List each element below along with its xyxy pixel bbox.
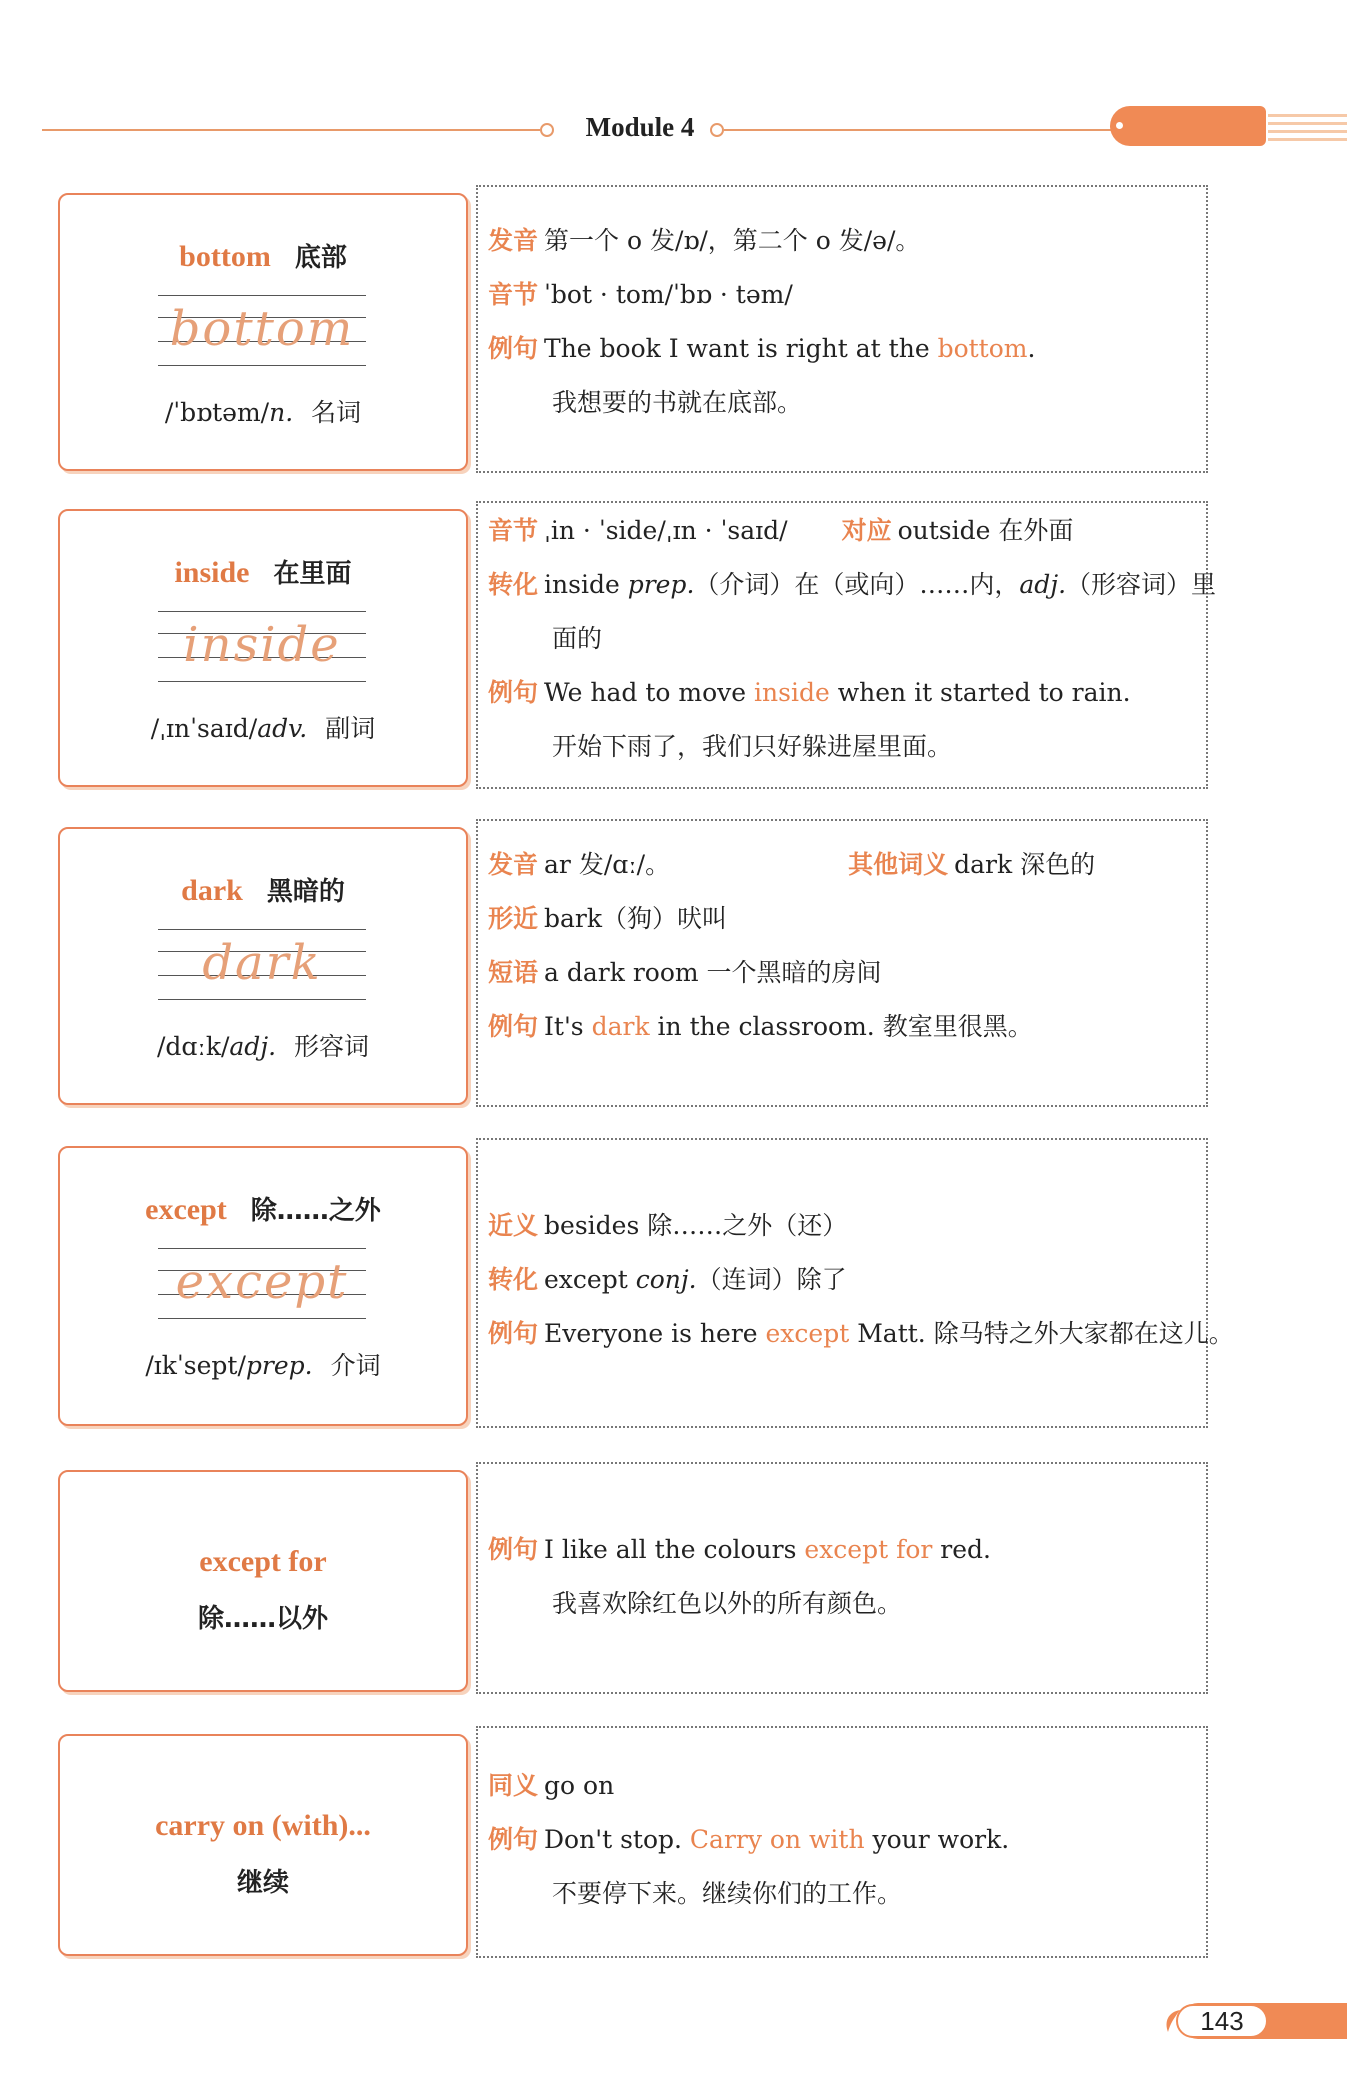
word-english: dark: [181, 874, 243, 907]
note-label: 同义: [488, 1771, 539, 1800]
note-line: [488, 1534, 991, 1566]
part-of-speech-abbr: n.: [269, 398, 294, 427]
note-card: [476, 501, 1217, 789]
header-stripe: [1268, 114, 1347, 117]
word-meaning: 除……以外: [197, 1604, 328, 1634]
word-card: [58, 1470, 468, 1692]
note-card: [476, 819, 1208, 1107]
note-label: 其他词义: [848, 850, 949, 879]
note-line: [488, 903, 727, 935]
note-label: 例句: [488, 1012, 539, 1041]
note-line: [488, 1264, 847, 1296]
note-label: 发音: [488, 226, 539, 255]
note-line: [488, 849, 1095, 881]
note-line: [488, 1210, 847, 1242]
highlighted-word: inside: [754, 678, 830, 707]
note-text: （连词）除了: [696, 1265, 847, 1294]
note-line: [488, 957, 882, 989]
rule-line: [158, 365, 366, 366]
word-heading: [60, 237, 466, 274]
note-card: [476, 1138, 1234, 1428]
rule-line: [158, 295, 366, 296]
header-tab-dot: [1116, 122, 1123, 129]
note-label: 对应: [841, 516, 892, 545]
word-card: [58, 1734, 468, 1956]
handwriting-lines: [158, 1248, 366, 1318]
page-title: Module 4: [585, 112, 695, 142]
note-text: Don't stop.: [544, 1825, 690, 1854]
note-text: when it started to rain.: [829, 678, 1131, 707]
word-english: except for: [199, 1545, 327, 1578]
note-line: [488, 333, 1035, 365]
highlighted-word: bottom: [937, 334, 1028, 363]
word-english: except: [145, 1193, 227, 1226]
note-line: [488, 279, 793, 311]
word-card: [58, 1146, 468, 1426]
note-text: We had to move: [544, 678, 755, 707]
word-card: [58, 193, 468, 471]
note-line: [488, 677, 1131, 709]
word-meaning: 继续: [236, 1868, 289, 1898]
translation: 开始下雨了，我们只好躲进屋里面。: [552, 732, 953, 761]
note-text: a dark room 一个黑暗的房间: [544, 958, 882, 987]
word-heading: [60, 1798, 466, 1911]
note-line: [488, 225, 920, 257]
note-label: 音节: [488, 280, 539, 309]
rule-line: [158, 999, 366, 1000]
phonetic: /dɑːk/: [156, 1032, 230, 1061]
note-text: besides 除……之外（还）: [544, 1211, 848, 1240]
word-phonetic-line: [60, 393, 466, 429]
note-label: 例句: [488, 1825, 539, 1854]
note-text: in the classroom. 教室里很黑。: [649, 1012, 1033, 1041]
word-phonetic-line: [60, 1346, 466, 1382]
note-label: 转化: [488, 570, 539, 599]
note-text: ar 发/ɑː/。: [544, 850, 671, 879]
translation: 我喜欢除红色以外的所有颜色。: [552, 1589, 903, 1618]
highlighted-word: dark: [591, 1012, 650, 1041]
note-line: [488, 623, 602, 655]
handwritten-word: except: [175, 1254, 349, 1310]
note-text: 第一个 o 发/ɒ/，第二个 o 发/ə/。: [544, 226, 921, 255]
phonetic: /ˌɪnˈsaɪd/: [150, 714, 258, 743]
phonetic: /ɪkˈsept/: [145, 1351, 246, 1380]
note-line: [488, 1878, 902, 1910]
rule-line: [158, 1248, 366, 1249]
word-heading: [60, 1534, 466, 1647]
note-text: your work.: [864, 1825, 1010, 1854]
note-label: 例句: [488, 334, 539, 363]
note-text: inside: [544, 570, 628, 599]
handwriting-lines: [158, 929, 366, 999]
header-stripe: [1268, 130, 1347, 133]
note-label: 形近: [488, 904, 539, 933]
word-phonetic-line: [60, 1027, 466, 1063]
note-text: I like all the colours: [544, 1535, 805, 1564]
note-label: 近义: [488, 1211, 539, 1240]
note-text: ˈbot · tom/ˈbɒ · təm/: [544, 280, 793, 309]
header-rule-left-end: [540, 123, 554, 137]
word-meaning: 除……之外: [250, 1196, 381, 1226]
note-card: [476, 1726, 1208, 1958]
note-line: [488, 515, 1073, 547]
note-text: It's: [544, 1012, 592, 1041]
note-line: [488, 1588, 902, 1620]
note-text: ˌin · ˈside/ˌɪn · ˈsaɪd/: [544, 516, 788, 545]
note-line: [488, 387, 802, 419]
word-english: carry on (with)...: [155, 1809, 371, 1842]
note-line: [488, 1318, 1234, 1350]
word-meaning: 底部: [294, 243, 347, 273]
rule-line: [158, 1318, 366, 1319]
note-card: [476, 185, 1208, 473]
part-of-speech-abbr: adj.: [229, 1032, 277, 1061]
note-line: [488, 1770, 614, 1802]
word-card: [58, 827, 468, 1105]
note-text: go on: [544, 1771, 615, 1800]
handwriting-lines: [158, 611, 366, 681]
page-number: 143: [1200, 2006, 1244, 2036]
note-label: 音节: [488, 516, 539, 545]
part-of-speech: 介词: [330, 1351, 381, 1380]
highlighted-word: Carry on with: [689, 1825, 865, 1854]
note-label: 发音: [488, 850, 539, 879]
note-text: .: [1027, 334, 1036, 363]
word-card: [58, 509, 468, 787]
word-english: inside: [174, 556, 250, 589]
note-line: [488, 1824, 1009, 1856]
part-of-speech-abbr: adv.: [257, 714, 308, 743]
translation: 面的: [552, 624, 603, 653]
rule-line: [158, 929, 366, 930]
header-rule-right-start: [710, 123, 724, 137]
note-label: 例句: [488, 1319, 539, 1348]
note-line: [488, 731, 952, 763]
handwritten-word: bottom: [169, 301, 355, 357]
part-of-speech: 形容词: [294, 1032, 370, 1061]
note-text: bark（狗）吠叫: [544, 904, 728, 933]
note-text: （介词）在（或向）……内，: [694, 570, 1020, 599]
part-of-speech-abbr: prep.: [245, 1351, 313, 1380]
pos-abbr: adj.: [1019, 570, 1067, 599]
note-label: 转化: [488, 1265, 539, 1294]
translation: 我想要的书就在底部。: [552, 388, 803, 417]
note-text: Matt. 除马特之外大家都在这儿。: [849, 1319, 1234, 1348]
part-of-speech: 名词: [311, 398, 362, 427]
note-text: outside 在外面: [897, 516, 1074, 545]
header-stripe: [1268, 138, 1347, 141]
highlighted-word: except: [765, 1319, 850, 1348]
phonetic: /ˈbɒtəm/: [164, 398, 270, 427]
highlighted-word: except for: [804, 1535, 933, 1564]
note-text: except: [544, 1265, 636, 1294]
word-heading: [60, 1190, 466, 1227]
word-meaning: 在里面: [273, 559, 352, 589]
pos-abbr: conj.: [635, 1265, 697, 1294]
note-text: red.: [932, 1535, 991, 1564]
word-meaning: 黑暗的: [266, 877, 345, 907]
word-heading: [60, 871, 466, 908]
translation: 不要停下来。继续你们的工作。: [552, 1879, 903, 1908]
part-of-speech: 副词: [325, 714, 376, 743]
note-card: [476, 1462, 1208, 1694]
rule-line: [158, 681, 366, 682]
note-label: 例句: [488, 678, 539, 707]
note-text: The book I want is right at the: [544, 334, 938, 363]
note-text: dark 深色的: [954, 850, 1096, 879]
pos-abbr: prep.: [627, 570, 695, 599]
header-stripe: [1268, 122, 1347, 125]
note-line: [488, 569, 1216, 601]
header-tab: [1110, 106, 1266, 146]
header-rule-right: [724, 129, 1116, 131]
word-phonetic-line: [60, 709, 466, 745]
note-text: Everyone is here: [544, 1319, 766, 1348]
word-english: bottom: [179, 240, 271, 273]
note-label: 例句: [488, 1535, 539, 1564]
note-line: [488, 1011, 1033, 1043]
handwriting-lines: [158, 295, 366, 365]
rule-line: [158, 611, 366, 612]
note-label: 短语: [488, 958, 539, 987]
handwritten-word: inside: [183, 617, 341, 673]
word-heading: [60, 553, 466, 590]
handwritten-word: dark: [202, 935, 322, 991]
header-rule-left: [42, 129, 540, 131]
note-text: （形容词）里: [1066, 570, 1217, 599]
